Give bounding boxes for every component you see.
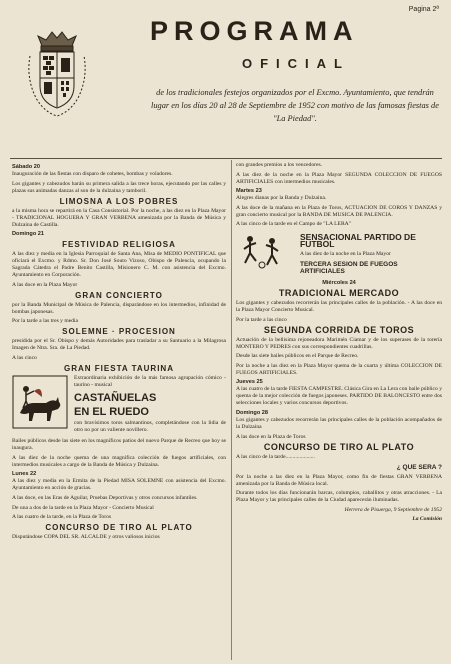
event-heading: CONCURSO DE TIRO AL PLATO: [263, 441, 415, 452]
event-heading: SEGUNDA CORRIDA DE TOROS: [263, 324, 415, 335]
paragraph: A las doce en la Plaza Mayor: [12, 281, 78, 288]
header-divider: [10, 158, 442, 159]
event-heading: GRAN FIESTA TAURINA: [64, 363, 174, 373]
paragraph: Inauguración de las fiestas con disparo de cohetes, bombas y voladores.: [12, 171, 173, 177]
paragraph: A las doce de la mañana en la Plaza de Toros, ACTUACION DE COROS Y DANZAS y gran concierto musical por la BANDA DE MUSICA DE PALENCIA.: [236, 204, 442, 218]
event-heading: FESTIVIDAD RELIGIOSA: [62, 240, 176, 250]
right-column: [236, 162, 442, 526]
event-heading: SOLEMNE · PROCESION: [62, 327, 176, 337]
castanuelas-title: EN EL RUEDO: [74, 405, 149, 418]
event-heading: SENSACIONAL PARTIDO DE FUTBOL: [300, 231, 416, 249]
paragraph: A las doce, en las Eras de Aguilar, Pruebas Deportivas y otros concursos infantiles.: [12, 494, 198, 501]
event-heading: CONCURSO DE TIRO AL PLATO: [45, 523, 193, 533]
coat-of-arms-icon: [26, 28, 88, 120]
paragraph: Disputándose COPA DEL SR. ALCALDE y otros valiosos inicios: [12, 534, 160, 541]
page-number: Pagina 2ª: [408, 6, 439, 13]
paragraph: A las cuatro de la tarde, en la Plaza de Toros: [12, 514, 112, 521]
bullfight-block: [12, 375, 226, 436]
paragraph: con grandes premios a los vencedores.: [236, 162, 323, 168]
signature-place-date: Herrera de Pisuerga, 9 Septiembre de 1952: [344, 506, 442, 513]
event-heading: LIMOSNA A LOS POBRES: [59, 196, 179, 206]
bullfighter-illustration-icon: [12, 375, 68, 429]
day-heading: Miércoles 24: [322, 279, 356, 286]
program-title: PROGRAMA: [150, 16, 359, 46]
signature-committee: La Comisión: [412, 516, 442, 523]
day-heading: Domingo 21: [12, 231, 45, 238]
paragraph: A las diez de la noche quema de una magnífica colección de fuegos artificiales, con intermedios musicales a cargo de la Banda de Música y Dulzaina.: [12, 454, 226, 468]
paragraph: Durante todos los días funcionarán barcas, columpios, caballitos y otras atracciones. - La Plaza Mayor y las principales calles de la Ciudad aparecerán iluminadas.: [236, 490, 442, 504]
paragraph: Los gigantes y cabezudos recorrerán las principales calles de la población acompañados de la Dulzaina: [236, 416, 442, 430]
event-heading: GRAN CONCIERTO: [75, 290, 163, 300]
day-heading: Jueves 25: [236, 379, 263, 386]
paragraph: por la Banda Municipal de Música de Palencia, disparándose en los intermedios, infinidad de bombas japonesas.: [12, 301, 226, 315]
football-block: [236, 231, 442, 278]
column-divider: [231, 160, 232, 660]
paragraph: Actuación de la bellísima rejoneadora Marimén Ciamar y de los superases de la torería MONTERO Y PEDRES con sus correspondientes cuadrillas.: [236, 336, 442, 350]
paragraph: con bravísimos toros salmantinos, completándose con la lidia de otro no por un valiente novillero.: [74, 419, 226, 433]
football-players-illustration-icon: [236, 231, 294, 273]
paragraph: Por la tarde a las tres y media: [12, 318, 79, 325]
paragraph: Los gigantes y cabezudos recorrerán las principales calles de la población. - A las doce en la Plaza Mayor Concierto Musical.: [236, 299, 442, 313]
paragraph: Alegres dianas por la Banda y Dulzaina.: [236, 195, 327, 202]
paragraph: De una a dos de la tarde en la Plaza Mayor - Concierto Musical: [12, 504, 154, 511]
paragraph: A las cinco de la tarde.....................: [236, 453, 315, 460]
paragraph: Desde las siete bailes públicos en el Parque de Recreo.: [236, 353, 359, 360]
paragraph: A las diez de la noche en la Plaza Mayor: [300, 250, 391, 257]
event-heading: ¿ QUE SERA ?: [396, 463, 442, 471]
paragraph: A las diez y media en la Ermita de la Piedad MISA SOLEMNE con asistencia del Excmo. Ayuntamiento en acción de gracias.: [12, 478, 226, 492]
paragraph: Por la noche a las diez en la Plaza Mayor, como fin de fiestas GRAN VERBENA amenizada por la Banda de Música local.: [236, 473, 442, 487]
paragraph: A las diez y media en la Iglesia Parroquial de Santa Ana, Misa de MEDIO PONTIFICAL que oficiará el Excmo. y Rdmo. Sr. Don José Souto Vizoso, Obispo de Palencia, ocupando la Sagrada Cátedra el Padre Benito Castilla, Misionero C. M. con asistencia del Excmo. Ayuntamiento en Corporación.: [12, 251, 226, 279]
paragraph: A las doce en la Plaza de Toros: [236, 433, 306, 440]
paragraph: Extraordinaria exhibición de la más famosa agrupación cómico - taurino - musical: [74, 374, 226, 388]
paragraph: a la misma hora se repartirá en la Casa Consistorial. Por la noche, a las diez en la Plaza Mayor - TRADICIONAL HOGUERA Y GRAN VERBENA amenizada por la Banda de Música y Dulzaina de Castilla.: [12, 207, 226, 228]
left-column: [12, 162, 226, 544]
program-intro: de los tradicionales festejos organizados por el Excmo. Ayuntamiento, que tendrán lugar en los días 20 al 28 de Septiembre de 1952 con motivo de las famosas fiestas de "La Piedad".: [151, 88, 439, 123]
paragraph: A las cinco: [12, 354, 37, 361]
paragraph: A las cuatro de la tarde FIESTA CAMPESTRE. Clásica Gira en La Lera con baile público y quema de la mejor colección de fuegos japoneses. PARTIDO DE BALONCESTO entre dos selecciones locales y varios concursos deportivos.: [236, 386, 442, 407]
event-heading: TERCERA SESION DE FUEGOS ARTIFICIALES: [300, 260, 398, 275]
paragraph: Bailes públicos desde las siete en los magníficos patios del nuevo Parque de Recreo que hoy se inaugura.: [12, 438, 226, 452]
program-subtitle: OFICIAL: [242, 56, 350, 71]
day-heading: Lunes 22: [12, 471, 37, 478]
paragraph: Los gigantes y cabezudos harán su primera salida a las trece horas, ejecutando por las calles y plazas sus animadas danzas al son de la dulzaina y tamboril.: [12, 180, 226, 194]
day-heading: Sábado 20: [12, 164, 40, 170]
paragraph: A las diez de la noche en la Plaza Mayor SEGUNDA COLECCION DE FUEGOS ARTIFICIALES con intermedios musicales.: [236, 171, 442, 185]
paragraph: A las cinco de la tarde en el Campo de "LA LERA": [236, 221, 352, 228]
paragraph: presidida por el Sr. Obispo y demás Autoridades para trasladar a su Santuario a la Milagrosa Imagen de Ntra. Sra. de La Piedad.: [12, 338, 226, 352]
day-heading: Martes 23: [236, 188, 262, 195]
event-heading: TRADICIONAL MERCADO: [278, 287, 400, 298]
paragraph: Por la tarde a las cinco: [236, 316, 287, 323]
day-heading: Domingo 28: [236, 409, 269, 416]
castanuelas-title: CASTAÑUELAS: [74, 391, 157, 404]
paragraph: Por la noche a las diez en la Plaza Mayor quema de la cuarta y última COLECCION DE FUEGOS ARTIFICIALES.: [236, 362, 442, 376]
